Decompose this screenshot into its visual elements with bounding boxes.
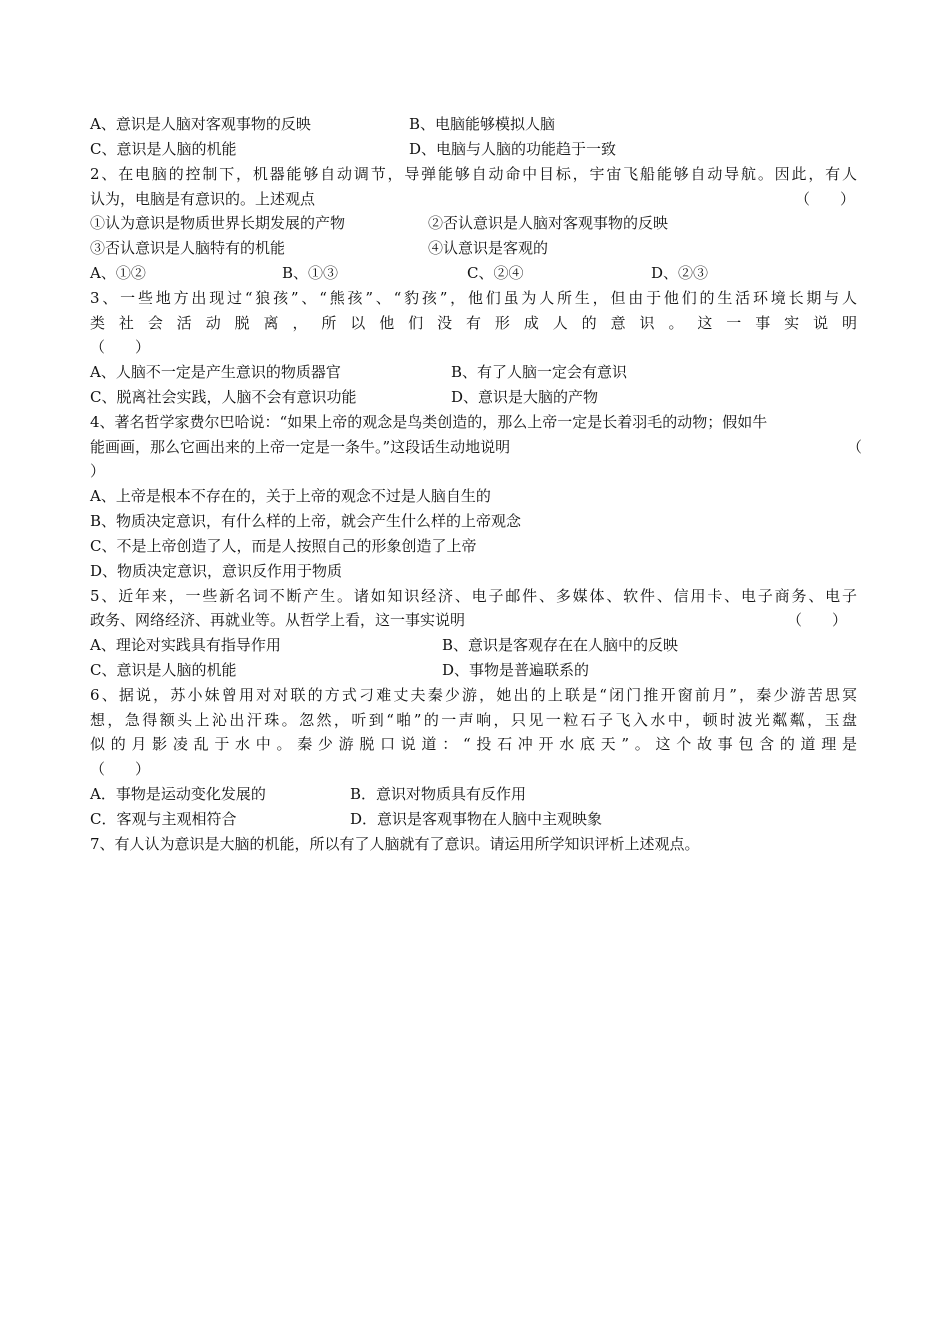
q5-option-c: C、意识是人脑的机能 <box>90 661 237 679</box>
q2-item-2: ②否认意识是人脑对客观事物的反映 <box>428 214 669 232</box>
q2-option-c: C、②④ <box>467 264 524 282</box>
q6-option-a: A．事物是运动变化发展的 <box>90 785 266 803</box>
q2-stem-line-2: 认为，电脑是有意识的。上述观点 <box>90 190 316 208</box>
q3-option-c: C、脱离社会实践，人脑不会有意识功能 <box>90 388 357 406</box>
q2-stem-line-1: 2、在电脑的控制下，机器能够自动调节，导弹能够自动命中目标，宇宙飞船能够自动导航。因此，有人 <box>90 165 857 183</box>
q6-stem-line-3: 似的月影凌乱于水中。秦少游脱口说道：“投石冲开水底天”。这个故事包含的道理是 <box>90 735 857 753</box>
q2-item-4: ④认意识是客观的 <box>428 239 549 257</box>
q2-option-d: D、②③ <box>651 264 709 282</box>
q3-option-b: B、有了人脑一定会有意识 <box>451 363 628 381</box>
q4-stem-line-1: 4、著名哲学家费尔巴哈说：“如果上帝的观念是鸟类创造的，那么上帝一定是长着羽毛的动物；假如牛 <box>90 413 768 431</box>
q4-stem-line-2: 能画画，那么它画出来的上帝一定是一条牛。”这段话生动地说明 <box>90 438 511 456</box>
q4-paren-open: （ <box>847 438 863 456</box>
q3-option-d: D、意识是大脑的产物 <box>451 388 599 406</box>
q2-option-a: A、①② <box>90 264 146 282</box>
q6-answer-paren: （ ） <box>90 760 151 778</box>
q3-answer-paren: （ ） <box>90 338 151 356</box>
q3-stem-line-1: 3、一些地方出现过“狼孩”、“熊孩”、“豹孩”，他们虽为人所生，但由于他们的生活环境长期与人 <box>90 289 857 307</box>
q2-answer-paren: （ ） <box>795 190 856 208</box>
q1-option-b: B、电脑能够模拟人脑 <box>409 115 556 133</box>
q6-option-c: C．客观与主观相符合 <box>90 810 237 828</box>
q6-stem-line-1: 6、据说，苏小妹曾用对对联的方式刁难丈夫秦少游，她出的上联是“闭门推开窗前月”，秦少游苦思冥 <box>90 686 857 704</box>
q4-option-c: C、不是上帝创造了人，而是人按照自己的形象创造了上帝 <box>90 537 477 555</box>
q3-option-a: A、人脑不一定是产生意识的物质器官 <box>90 363 341 381</box>
q5-option-b: B、意识是客观存在在人脑中的反映 <box>442 636 679 654</box>
q3-stem-line-2: 类社会活动脱离，所以他们没有形成人的意识。这一事实说明 <box>90 314 857 332</box>
q7-stem: 7、有人认为意识是大脑的机能，所以有了人脑就有了意识。请运用所学知识评析上述观点。 <box>90 835 700 853</box>
q2-item-3: ③否认意识是人脑特有的机能 <box>90 239 286 257</box>
q5-stem-line-1: 5、近年来，一些新名词不断产生。诸如知识经济、电子邮件、多媒体、软件、信用卡、电子商务、电子 <box>90 587 857 605</box>
q4-option-a: A、上帝是根本不存在的，关于上帝的观念不过是人脑自生的 <box>90 487 491 505</box>
q6-option-d: D．意识是客观事物在人脑中主观映象 <box>350 810 603 828</box>
q1-option-c: C、意识是人脑的机能 <box>90 140 237 158</box>
q6-stem-line-2: 想，急得额头上沁出汗珠。忽然，听到“啪”的一声响，只见一粒石子飞入水中，顿时波光粼粼，玉盘 <box>90 711 857 729</box>
q4-option-b: B、物质决定意识，有什么样的上帝，就会产生什么样的上帝观念 <box>90 512 522 530</box>
q4-option-d: D、物质决定意识，意识反作用于物质 <box>90 562 343 580</box>
q5-answer-paren: （ ） <box>787 611 848 629</box>
q5-option-d: D、事物是普遍联系的 <box>442 661 590 679</box>
q1-option-d: D、电脑与人脑的功能趋于一致 <box>409 140 617 158</box>
q1-option-a: A、意识是人脑对客观事物的反映 <box>90 115 311 133</box>
q4-paren-close: ） <box>90 462 106 480</box>
q5-stem-line-2: 政务、网络经济、再就业等。从哲学上看，这一事实说明 <box>90 611 466 629</box>
q2-item-1: ①认为意识是物质世界长期发展的产物 <box>90 214 346 232</box>
q5-option-a: A、理论对实践具有指导作用 <box>90 636 281 654</box>
q6-option-b: B．意识对物质具有反作用 <box>350 785 527 803</box>
q2-option-b: B、①③ <box>282 264 339 282</box>
